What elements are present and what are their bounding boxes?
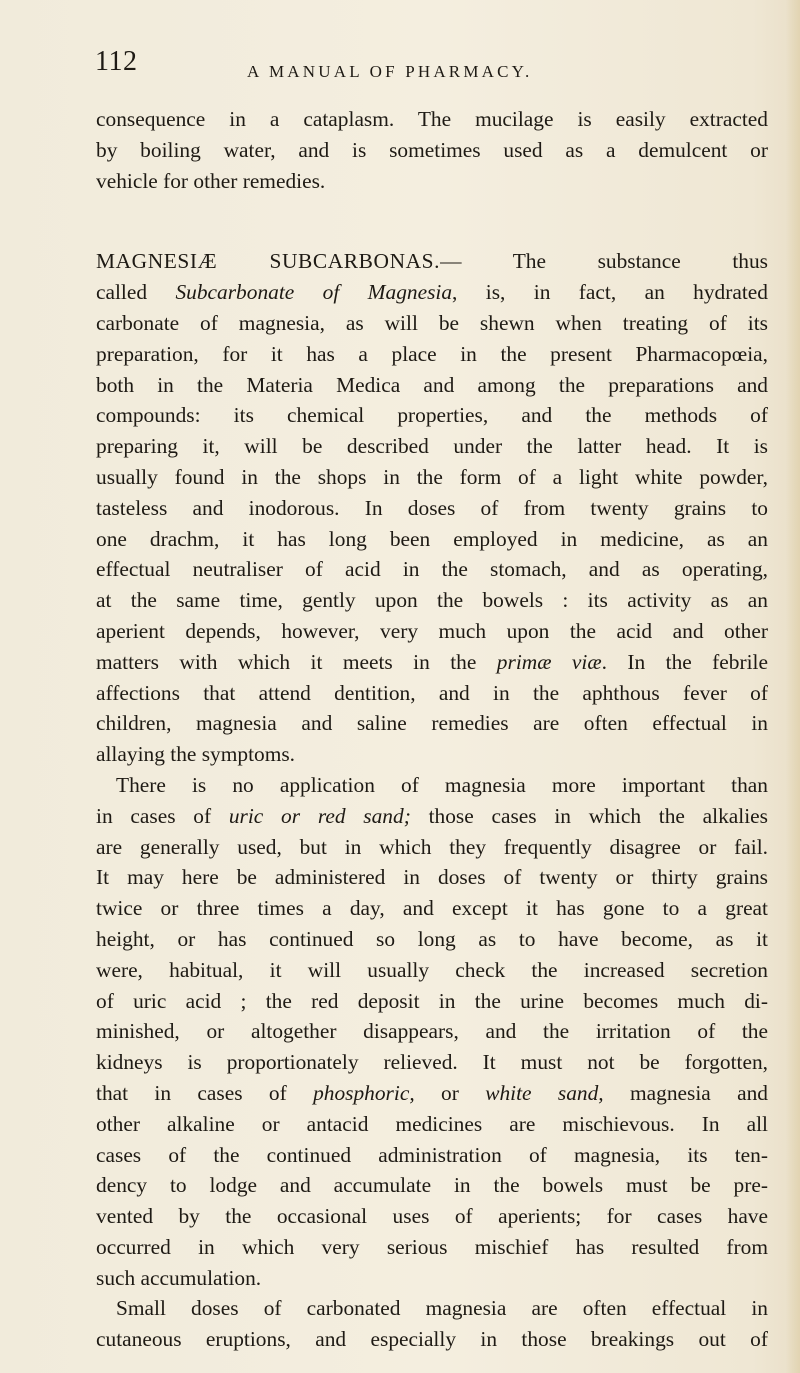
page-header — [95, 46, 715, 88]
page-edge-shadow — [786, 0, 800, 1373]
text-line: are generally used, but in which they frequently disagree or fail. — [96, 834, 768, 859]
italic-term: uric or red sand; — [228, 803, 411, 828]
text-line: tasteless and inodorous. In doses of from twenty grains to — [96, 495, 768, 520]
text-line: preparing it, will be described under the latter head. It is — [96, 434, 768, 459]
text-line: compounds: its chemical properties, and the methods of — [96, 403, 768, 428]
paragraph — [96, 770, 768, 1294]
text-line: It may here be administered in doses of twenty or thirty grains — [96, 865, 768, 890]
text-line: called Subcarbonate of Magnesia, is, in fact, an hydrated — [96, 280, 768, 305]
text-line: usually found in the shops in the form of a light white powder, — [96, 464, 768, 489]
text-line: kidneys is proportionately relieved. It must not be forgotten, — [96, 1050, 768, 1075]
text-line: Small doses of carbonated magnesia are often effectual in — [116, 1296, 768, 1321]
running-head: A MANUAL OF PHARMACY. — [247, 62, 533, 81]
page-number: 112 — [95, 46, 138, 77]
text-line: vehicle for other remedies. — [96, 168, 326, 193]
text-line: consequence in a cataplasm. The mucilage is easily extracted — [96, 107, 768, 131]
text-line: cutaneous eruptions, and especially in those breakings out of — [96, 1327, 768, 1352]
text-line: that in cases of phosphoric, or white sand, magnesia and — [96, 1080, 768, 1105]
text-line: occurred in which very serious mischief has resulted from — [96, 1234, 768, 1259]
paragraph-gap — [96, 196, 768, 246]
paragraph — [96, 246, 768, 770]
text-line: carbonate of magnesia, as will be shewn when treating of its — [96, 310, 768, 335]
text-line: at the same time, gently upon the bowels : its activity as an — [96, 588, 768, 613]
section-heading: MAGNESIÆ SUBCARBONAS. — [96, 249, 441, 274]
text-line: cases of the continued administration of magnesia, its ten- — [96, 1142, 768, 1167]
paragraph — [96, 1293, 768, 1355]
text-line: height, or has continued so long as to have become, as it — [96, 926, 768, 951]
text-line: aperient depends, however, very much upon the acid and other — [96, 618, 768, 643]
italic-term: white sand, — [485, 1080, 604, 1105]
body-text — [96, 104, 768, 1355]
text-line: matters with which it meets in the primæ viæ. In the febrile — [96, 649, 768, 674]
text-line: one drachm, it has long been employed in medicine, as an — [96, 526, 768, 551]
italic-term: Subcarbonate of Magnesia — [175, 280, 453, 305]
text-line: were, habitual, it will usually check the increased secretion — [96, 957, 768, 982]
text-line: effectual neutraliser of acid in the stomach, and as operating, — [96, 557, 768, 582]
text-line: There is no application of magnesia more important than — [116, 772, 768, 797]
text-line: MAGNESIÆ SUBCARBONAS.— The substance thus — [96, 249, 768, 274]
text-line: allaying the symptoms. — [96, 742, 296, 767]
text-line: children, magnesia and saline remedies are often effectual in — [96, 711, 768, 736]
text-line: both in the Materia Medica and among the preparations and — [96, 372, 768, 397]
text-line: in cases of uric or red sand; those cases in which the alkalies — [96, 803, 768, 828]
italic-term: primæ viæ — [496, 649, 602, 674]
text-line: such accumulation. — [96, 1265, 262, 1290]
text-line: other alkaline or antacid medicines are mischievous. In all — [96, 1111, 768, 1136]
text-line: affections that attend dentition, and in the aphthous fever of — [96, 680, 768, 705]
text-line: vented by the occasional uses of aperients; for cases have — [96, 1204, 768, 1229]
text-line: dency to lodge and accumulate in the bowels must be pre- — [96, 1173, 768, 1198]
text-line: minished, or altogether disappears, and the irritation of the — [96, 1019, 768, 1044]
text-line: preparation, for it has a place in the present Pharmacopœia, — [96, 341, 768, 366]
paragraph — [96, 104, 768, 196]
text-line: twice or three times a day, and except it has gone to a great — [96, 896, 768, 921]
text-line: by boiling water, and is sometimes used as a demulcent or — [96, 137, 768, 162]
italic-term: phosphoric, — [313, 1080, 415, 1105]
text-line: of uric acid ; the red deposit in the urine becomes much di- — [96, 988, 768, 1013]
